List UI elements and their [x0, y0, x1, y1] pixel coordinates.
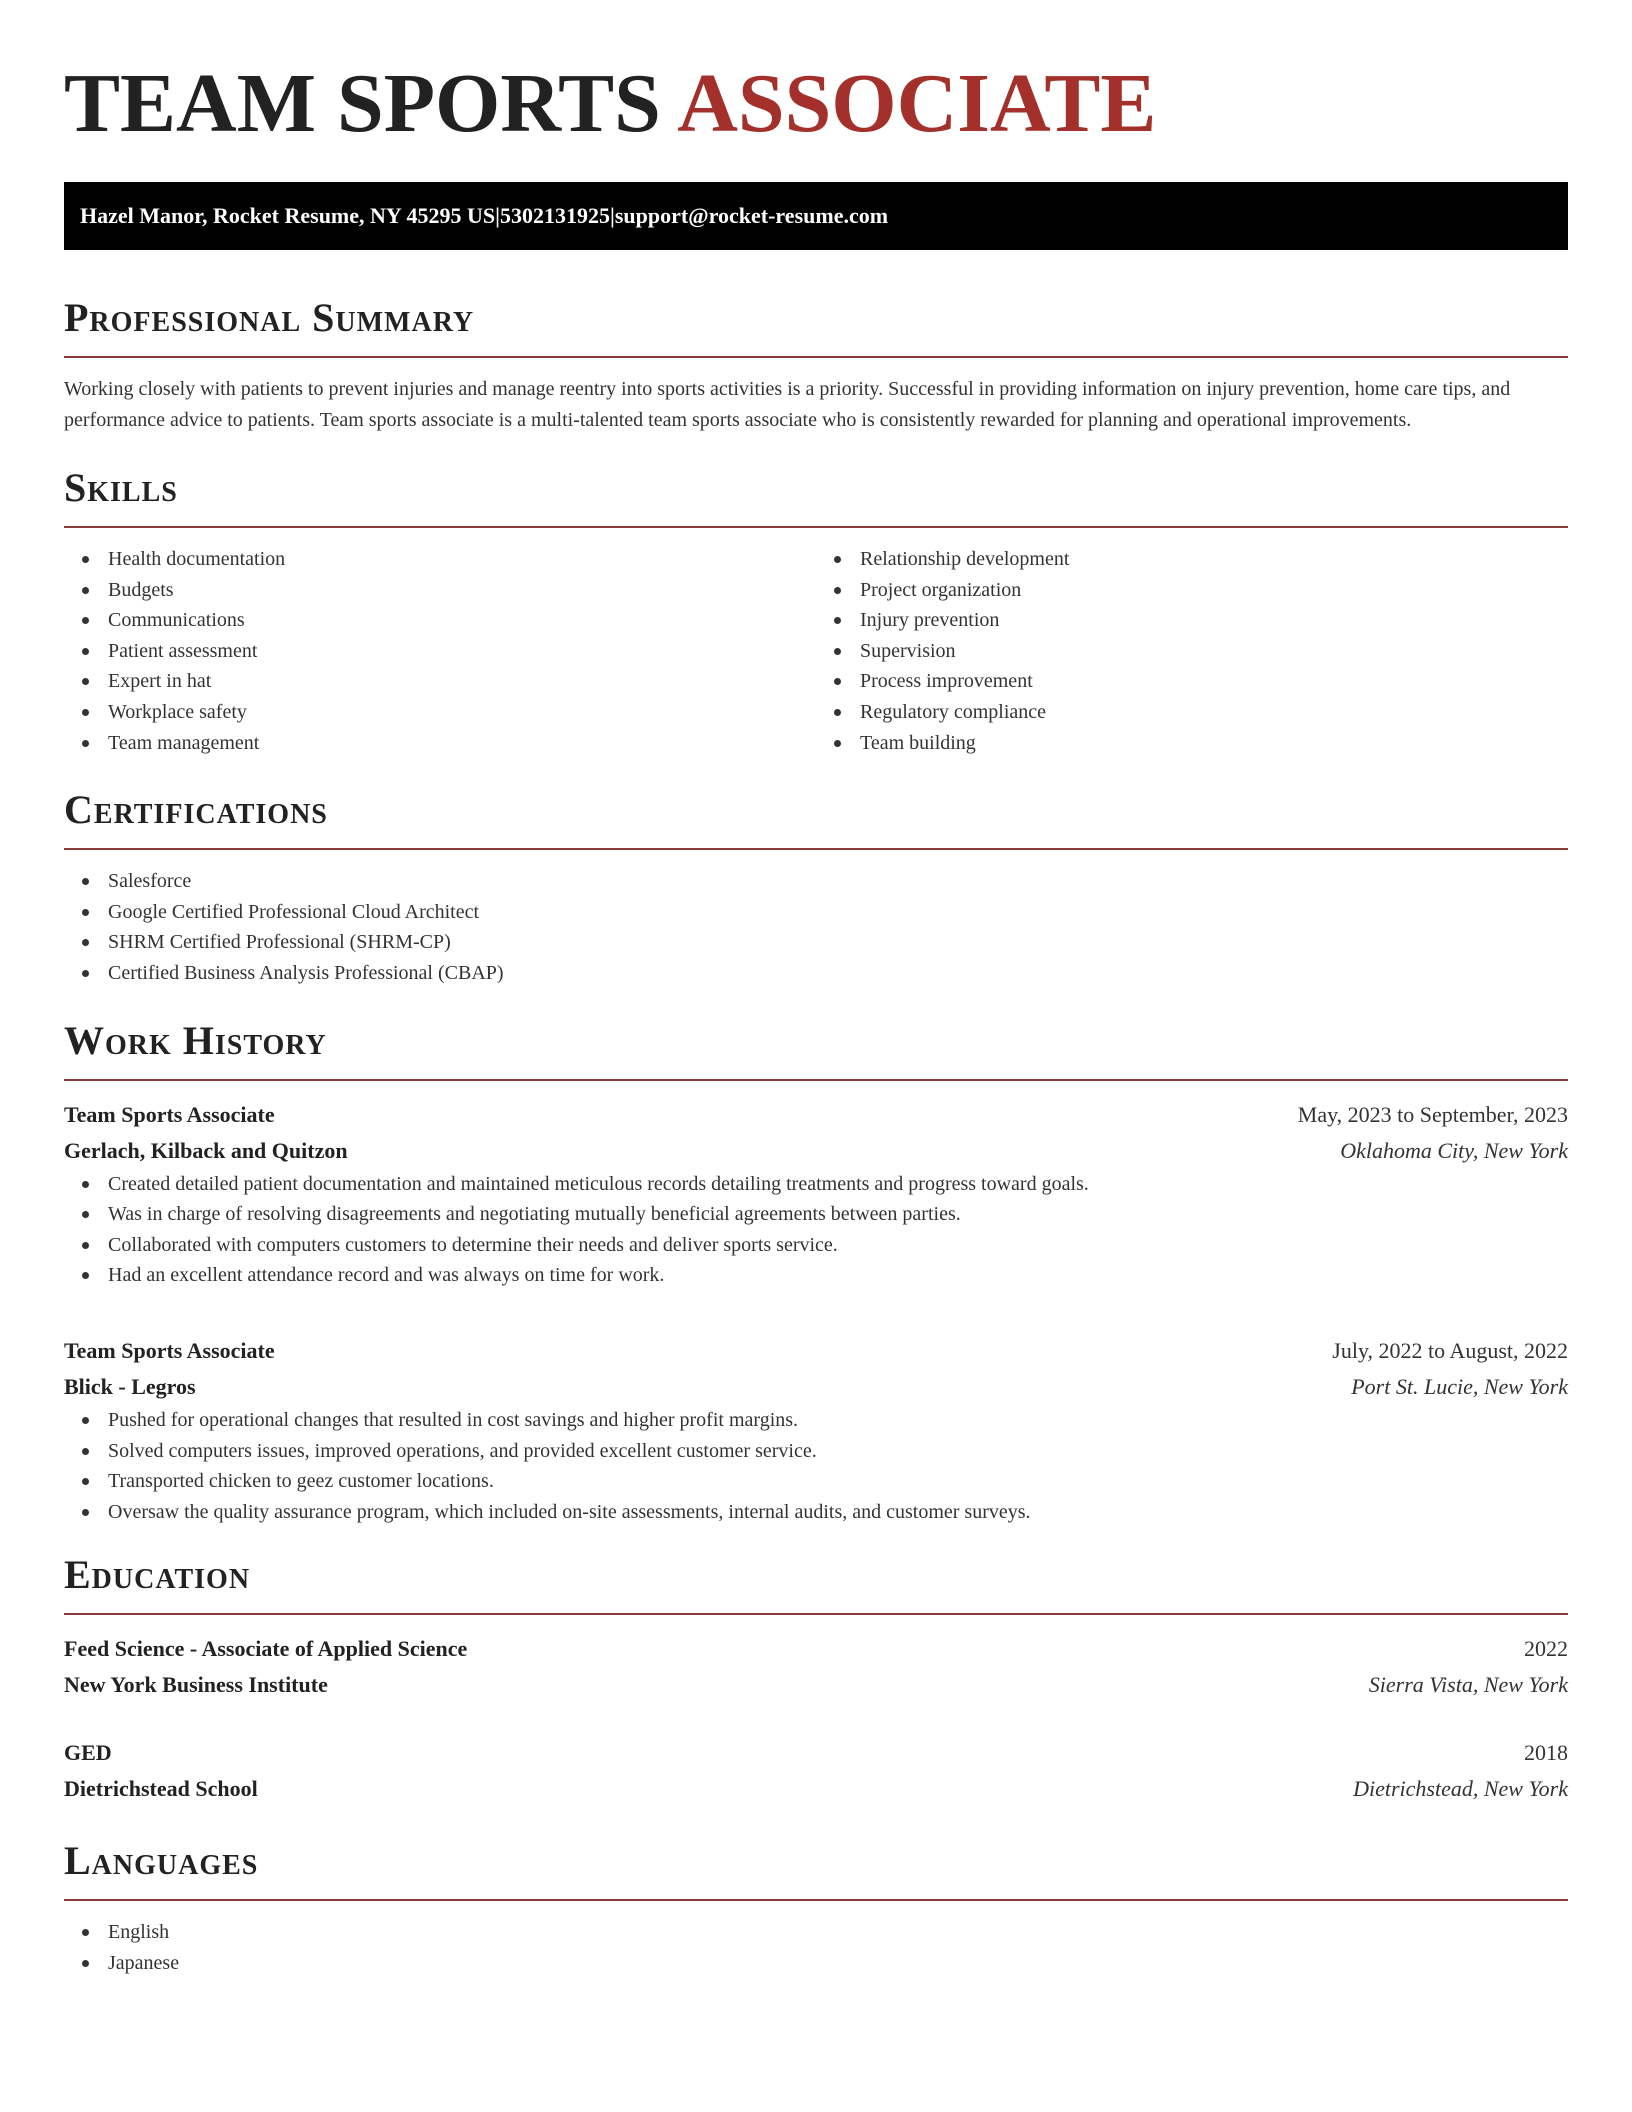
name-main: TEAM SPORTS	[64, 57, 678, 150]
languages-section	[64, 1837, 1568, 1978]
summary-text: Working closely with patients to prevent injuries and manage reentry into sports activities is a priority. Successful in providing information on injury prevention, home care tips, and performance advice to patients. Team sports associate is a multi-talented team sports associate who is consistently rewarded for planning and operational improvements.	[64, 378, 1511, 431]
job-header-row	[64, 1097, 1568, 1133]
skill-item: Communications	[64, 605, 816, 636]
job-duty: Collaborated with computers customers to determine their needs and deliver sports service.	[64, 1230, 1568, 1261]
resume-name	[64, 0, 1568, 154]
education-entry	[64, 1735, 1568, 1807]
skill-item: Health documentation	[64, 544, 816, 575]
job-duty: Solved computers issues, improved operations, and provided excellent customer service.	[64, 1436, 1568, 1467]
job-location: Port St. Lucie, New York	[1351, 1373, 1568, 1399]
language-item: Japanese	[64, 1948, 1568, 1979]
job-header-row	[64, 1333, 1568, 1369]
job-dates: July, 2022 to August, 2022	[1332, 1337, 1568, 1363]
certification-item: SHRM Certified Professional (SHRM-CP)	[64, 927, 1568, 958]
education-degree: Feed Science - Associate of Applied Science	[64, 1636, 468, 1662]
skill-item: Workplace safety	[64, 697, 816, 728]
education-school-row	[64, 1771, 1568, 1807]
skill-item: Process improvement	[816, 666, 1568, 697]
contact-address: Hazel Manor, Rocket Resume, NY 45295 US	[80, 203, 496, 228]
education-degree-row	[64, 1631, 1568, 1667]
education-degree: GED	[64, 1740, 112, 1766]
section-divider	[64, 1899, 1568, 1901]
section-title-languages: Languages	[64, 1838, 259, 1884]
job-duty: Was in charge of resolving disagreements and negotiating mutually beneficial agreements between parties.	[64, 1199, 1568, 1230]
contact-separator: |	[609, 203, 615, 228]
section-title-summary: Professional Summary	[64, 295, 475, 340]
name-accent: ASSOCIATE	[677, 57, 1157, 150]
certification-item: Google Certified Professional Cloud Architect	[64, 897, 1568, 928]
education-school-row	[64, 1667, 1568, 1703]
skill-item: Injury prevention	[816, 605, 1568, 636]
skills-column-right	[816, 544, 1568, 758]
section-title-skills: Skills	[64, 465, 178, 510]
education-school: Dietrichstead School	[64, 1776, 258, 1802]
education-entry	[64, 1631, 1568, 1703]
job-duty: Transported chicken to geez customer locations.	[64, 1466, 1568, 1497]
skill-item: Supervision	[816, 636, 1568, 667]
certification-item: Certified Business Analysis Professional (CBAP)	[64, 958, 1568, 989]
job-position: Team Sports Associate	[64, 1337, 275, 1363]
contact-bar	[64, 182, 1568, 250]
skills-grid	[64, 544, 1568, 758]
skill-item: Regulatory compliance	[816, 697, 1568, 728]
job-duty: Created detailed patient documentation and maintained meticulous records detailing treatments and progress toward goals.	[64, 1169, 1568, 1200]
skill-item: Team management	[64, 728, 816, 759]
contact-separator: |	[495, 203, 500, 228]
education-year: 2022	[1524, 1636, 1568, 1662]
skills-column-left	[64, 544, 816, 758]
section-divider	[64, 356, 1568, 358]
section-divider	[64, 1079, 1568, 1081]
section-divider	[64, 848, 1568, 850]
job-entry	[64, 1333, 1568, 1527]
job-location: Oklahoma City, New York	[1340, 1137, 1568, 1163]
job-position: Team Sports Associate	[64, 1101, 275, 1127]
skill-item: Expert in hat	[64, 666, 816, 697]
education-year: 2018	[1524, 1740, 1568, 1766]
skill-item: Relationship development	[816, 544, 1568, 575]
language-item: English	[64, 1917, 1568, 1948]
work-history-section	[64, 1017, 1568, 1528]
contact-phone: 5302131925	[499, 203, 610, 228]
summary-section	[64, 294, 1568, 436]
job-company-row	[64, 1369, 1568, 1405]
job-company: Gerlach, Kilback and Quitzon	[64, 1137, 348, 1163]
job-dates: May, 2023 to September, 2023	[1297, 1101, 1568, 1127]
section-title-work-history: Work History	[64, 1017, 327, 1063]
education-degree-row	[64, 1735, 1568, 1771]
skill-item: Project organization	[816, 575, 1568, 606]
job-entry	[64, 1097, 1568, 1291]
skill-item: Budgets	[64, 575, 816, 606]
education-school: New York Business Institute	[64, 1672, 328, 1698]
job-duty: Had an excellent attendance record and was always on time for work.	[64, 1260, 1568, 1291]
education-location: Dietrichstead, New York	[1353, 1776, 1568, 1802]
job-duty: Oversaw the quality assurance program, which included on-site assessments, internal audits, and customer surveys.	[64, 1497, 1568, 1528]
section-divider	[64, 526, 1568, 528]
certifications-section	[64, 786, 1568, 988]
contact-email: support@rocket-resume.com	[614, 203, 889, 228]
job-duty: Pushed for operational changes that resulted in cost savings and higher profit margins.	[64, 1405, 1568, 1436]
skills-section	[64, 464, 1568, 758]
skill-item: Team building	[816, 728, 1568, 759]
education-section	[64, 1551, 1568, 1807]
job-company-row	[64, 1133, 1568, 1169]
section-title-certifications: Certifications	[64, 787, 328, 833]
education-location: Sierra Vista, New York	[1368, 1672, 1568, 1698]
section-divider	[64, 1613, 1568, 1615]
certification-item: Salesforce	[64, 866, 1568, 897]
section-title-education: Education	[64, 1552, 251, 1598]
job-company: Blick - Legros	[64, 1373, 196, 1399]
skill-item: Patient assessment	[64, 636, 816, 667]
